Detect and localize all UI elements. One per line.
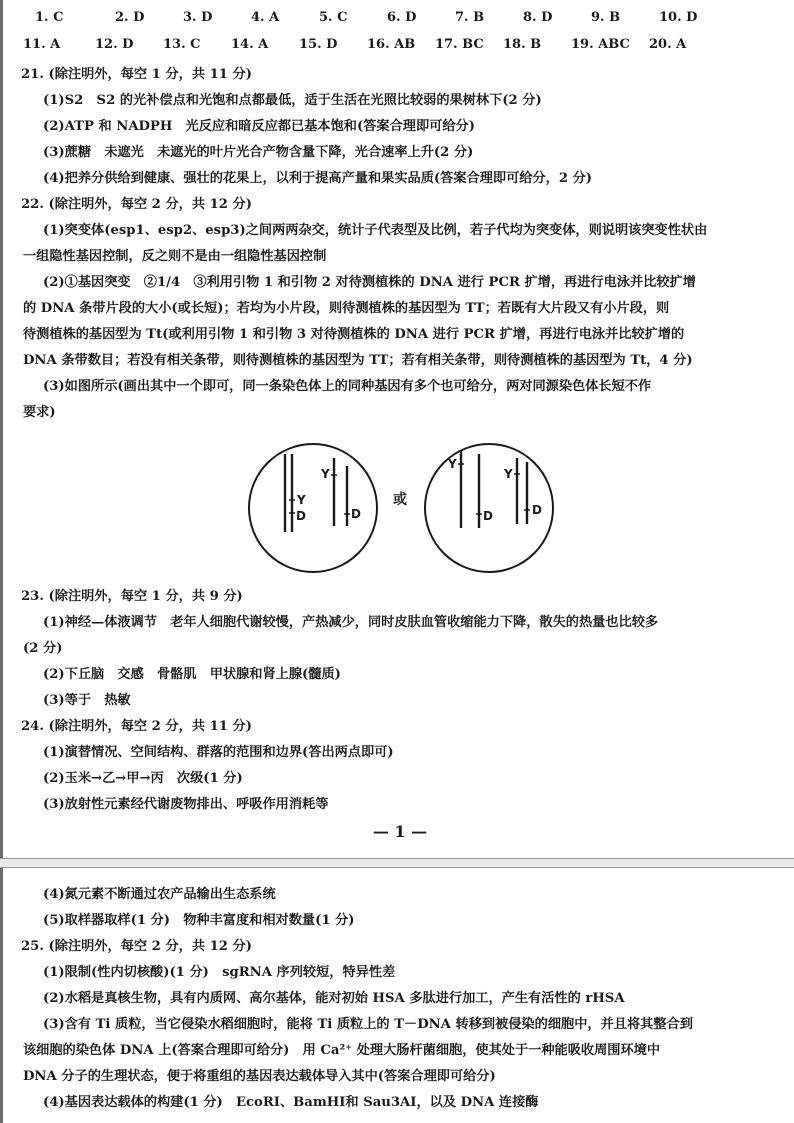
q25-answer-1: (1)限制(性内切核酸)(1 分) sgRNA 序列较短，特异性差 [43, 965, 396, 980]
answer-6: 6. D [387, 10, 417, 25]
q24-answer-3: (3)放射性元素经代谢废物排出、呼吸作用消耗等 [43, 797, 329, 812]
answer-10: 10. D [659, 10, 698, 25]
gene-label-d: D [296, 509, 306, 523]
q25-answer-4: (4)基因表达载体的构建(1 分) EcoRⅠ、BamHⅠ和 Sau3AⅠ，以及 DNA 连接酶 [43, 1095, 539, 1110]
answer-7: 7. B [455, 10, 485, 25]
answer-sheet-page-2 [0, 868, 794, 1123]
answer-16: 16. AB [367, 37, 416, 52]
q24-answer-4: (4)氮元素不断通过农产品输出生态系统 [43, 887, 276, 902]
q22-answer-2d: DNA 条带数目；若没有相关条带，则待测植株的基因型为 TT；若有相关条带，则待测植株的基因型为 Tt，4 分) [23, 353, 693, 368]
q22-answer-2c: 待测植株的基因型为 Tt(或利用引物 1 和引物 3 对待测植株的 DNA 进行 PCR 扩增，再进行电泳并比较扩增的 [23, 327, 685, 342]
q25-answer-3b: 该细胞的染色体 DNA 上(答案合理即可给分) 用 Ca²⁺ 处理大肠杆菌细胞，使其处于一种能吸收周围环境中 [23, 1043, 661, 1058]
answer-17: 17. BC [435, 37, 484, 52]
choice-answers-row-2 [23, 37, 774, 59]
answer-8: 8. D [523, 10, 553, 25]
answer-20: 20. A [649, 37, 687, 52]
q24-answer-5: (5)取样器取样(1 分) 物种丰富度和相对数量(1 分) [43, 913, 355, 928]
gene-label-d: D [532, 503, 542, 517]
answer-13: 13. C [163, 37, 201, 52]
q21-answer-3: (3)蔗糖 未遮光 未遮光的叶片光合产物含量下降，光合速率上升(2 分) [43, 145, 474, 160]
q22-answer-1b: 一组隐性基因控制，反之则不是由一组隐性基因控制 [23, 249, 327, 264]
gene-label-d: D [483, 509, 493, 523]
answer-15: 15. D [299, 37, 338, 52]
q22-answer-3a: (3)如图所示(画出其中一个即可，同一条染色体上的同种基因有多个也可给分，两对同源染色体长短不作 [43, 379, 652, 394]
chromosome-diagram [247, 438, 557, 578]
q23-answer-3: (3)等于 热敏 [43, 693, 131, 708]
answer-19: 19. ABC [571, 37, 630, 52]
q23-heading: 23. (除注明外，每空 1 分，共 9 分) [21, 589, 243, 604]
q23-answer-2: (2)下丘脑 交感 骨骼肌 甲状腺和肾上腺(髓质) [43, 667, 341, 682]
q22-answer-2b: 的 DNA 条带片段的大小(或长短)；若均为小片段，则待测植株的基因型为 TT；若既有大片段又有小片段，则 [23, 301, 670, 316]
q24-answer-2: (2)玉米→乙→甲→丙 次级(1 分) [43, 771, 243, 786]
q25-answer-3c: DNA 分子的生理状态，便于将重组的基因表达载体导入其中(答案合理即可给分) [23, 1069, 496, 1084]
q21-answer-2: (2)ATP 和 NADPH 光反应和暗反应都已基本饱和(答案合理即可给分) [43, 119, 475, 134]
answer-12: 12. D [95, 37, 134, 52]
q25-answer-2: (2)水稻是真核生物，具有内质网、高尔基体，能对初始 HSA 多肽进行加工，产生有活性的 rHSA [43, 991, 625, 1006]
answer-9: 9. B [591, 10, 621, 25]
q22-heading: 22. (除注明外，每空 2 分，共 12 分) [21, 197, 252, 212]
diagram-or-label: 或 [393, 492, 407, 508]
q23-answer-1a: (1)神经—体液调节 老年人细胞代谢较慢，产热减少，同时皮肤血管收缩能力下降，散失的热量也比较多 [43, 615, 659, 630]
answer-14: 14. A [231, 37, 269, 52]
answer-5: 5. C [319, 10, 348, 25]
gene-label-y: Y [321, 467, 330, 481]
page-number: — 1 — [372, 822, 428, 841]
q21-heading: 21. (除注明外，每空 1 分，共 11 分) [21, 67, 252, 82]
answer-1: 1. C [35, 10, 64, 25]
gene-label-y: Y [504, 467, 513, 481]
gene-label-y: Y [448, 457, 457, 471]
choice-answers-row-1 [23, 10, 774, 32]
q21-answer-4: (4)把养分供给到健康、强壮的花果上，以利于提高产量和果实品质(答案合理即可给分，2 分) [43, 171, 593, 186]
q25-answer-3a: (3)含有 Ti 质粒，当它侵染水稻细胞时，能将 Ti 质粒上的 T－DNA 转移到被侵染的细胞中，并且将其整合到 [43, 1017, 693, 1032]
q24-answer-1: (1)演替情况、空间结构、群落的范围和边界(答出两点即可) [43, 745, 394, 760]
gene-label-d: D [351, 507, 361, 521]
q22-answer-1a: (1)突变体(esp1、esp2、esp3)之间两两杂交，统计子代表型及比例，若子代均为突变体，则说明该突变性状由 [43, 223, 708, 238]
chromosome-diagram-svg [247, 438, 557, 578]
answer-4: 4. A [251, 10, 280, 25]
q24-heading: 24. (除注明外，每空 2 分，共 11 分) [21, 719, 252, 734]
gene-label-y: Y [297, 493, 306, 507]
q22-answer-2a: (2)①基因突变 ②1/4 ③利用引物 1 和引物 2 对待测植株的 DNA 进行 PCR 扩增，再进行电泳并比较扩增 [43, 275, 696, 290]
answer-2: 2. D [115, 10, 145, 25]
page-separator [0, 858, 794, 868]
q22-answer-3b: 要求) [23, 405, 56, 420]
q23-answer-1b: (2 分) [23, 641, 63, 656]
answer-3: 3. D [183, 10, 213, 25]
q25-heading: 25. (除注明外，每空 2 分，共 12 分) [21, 939, 252, 954]
answer-11: 11. A [23, 37, 61, 52]
answer-18: 18. B [503, 37, 542, 52]
q21-answer-1: (1)S2 S2 的光补偿点和光饱和点都最低，适于生活在光照比较弱的果树林下(2 分) [43, 93, 542, 108]
